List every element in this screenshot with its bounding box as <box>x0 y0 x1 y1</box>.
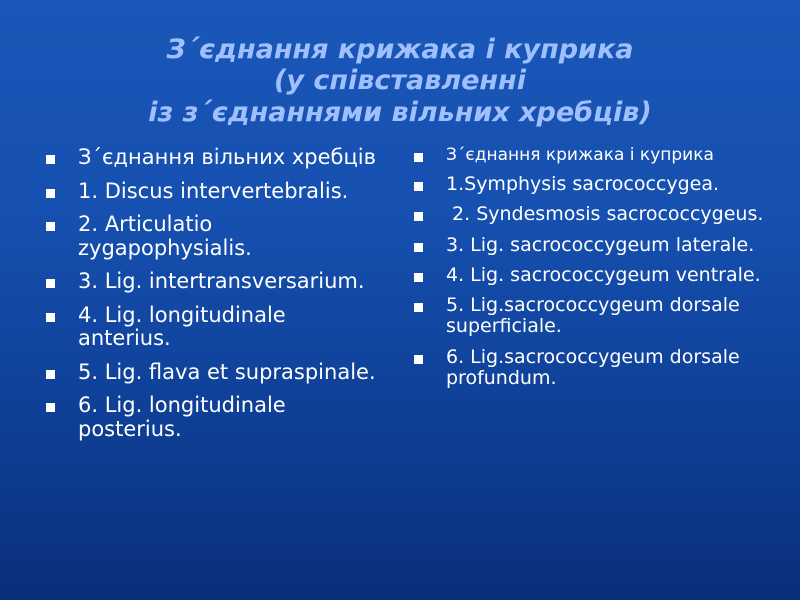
square-bullet-icon <box>46 313 55 322</box>
square-bullet-icon <box>414 212 423 221</box>
square-bullet-icon <box>46 279 55 288</box>
left-list-item <box>46 180 376 204</box>
left-bullet-list <box>46 146 376 451</box>
right-item-text: 5. Lig.sacrococcygeum dorsale superficiale. <box>446 294 740 338</box>
slide-title <box>0 34 800 128</box>
left-item-text: 6. Lig. longitudinale posterius. <box>78 393 286 441</box>
left-list-item <box>46 304 376 351</box>
right-item-text: 4. Lig. sacrococcygeum ventrale. <box>446 263 761 286</box>
square-bullet-icon <box>414 153 423 162</box>
right-list-item <box>414 204 774 225</box>
square-bullet-icon <box>414 273 423 282</box>
left-item-text: 4. Lig. longitudinale anterius. <box>78 302 286 351</box>
square-bullet-icon <box>414 355 423 364</box>
left-list-item <box>46 213 376 260</box>
left-item-text: 2. Articulatio zygapophysialis. <box>78 212 252 260</box>
right-bullet-list <box>414 146 774 398</box>
square-bullet-icon <box>414 182 423 191</box>
right-list-item <box>414 174 774 195</box>
right-item-text: 3. Lig. sacrococcygeum laterale. <box>446 233 755 256</box>
left-item-text: 3. Lig. intertransversarium. <box>78 269 365 294</box>
square-bullet-icon <box>46 155 55 164</box>
left-item-text: 5. Lig. flava et supraspinale. <box>78 359 376 384</box>
square-bullet-icon <box>46 189 55 198</box>
left-list-item <box>46 394 376 441</box>
right-list-item <box>414 146 774 165</box>
right-item-text: З´єднання крижака і куприка <box>446 145 714 165</box>
square-bullet-icon <box>414 303 423 312</box>
square-bullet-icon <box>46 403 55 412</box>
title-line-3: із з´єднаннями вільних хребців) <box>148 96 652 128</box>
title-line-2: (у співставленні <box>274 65 526 97</box>
square-bullet-icon <box>46 370 55 379</box>
left-item-text: З´єднання вільних хребців <box>78 145 376 169</box>
square-bullet-icon <box>46 222 55 231</box>
left-list-item <box>46 146 376 170</box>
right-list-item <box>414 347 774 390</box>
square-bullet-icon <box>414 243 423 252</box>
title-line-1: З´єднання крижака і куприка <box>166 34 634 65</box>
right-item-text: 1.Symphysis sacrococcygea. <box>446 173 720 196</box>
right-list-item <box>414 265 774 286</box>
right-item-text: 2. Syndesmosis sacrococcygeus. <box>446 203 764 226</box>
left-list-item <box>46 270 376 294</box>
left-item-text: 1. Discus intervertebralis. <box>78 178 349 203</box>
right-list-item <box>414 295 774 338</box>
right-list-item <box>414 235 774 256</box>
right-item-text: 6. Lig.sacrococcygeum dorsale profundum. <box>446 345 740 389</box>
left-list-item <box>46 361 376 385</box>
